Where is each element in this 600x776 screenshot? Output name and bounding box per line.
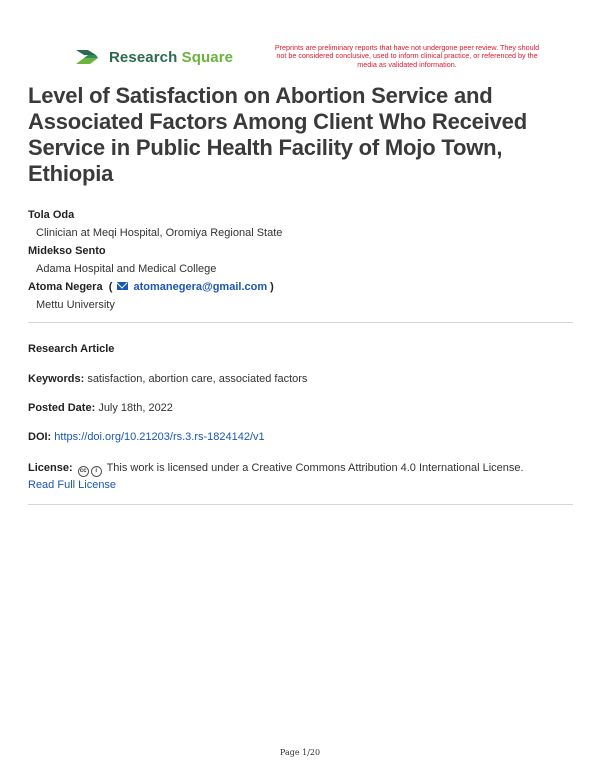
doi-link[interactable]: https://doi.org/10.21203/rs.3.rs-1824142/v1 bbox=[54, 431, 265, 443]
keywords-value: satisfaction, abortion care, associated factors bbox=[87, 373, 308, 385]
author-affiliation: Mettu University bbox=[36, 299, 115, 311]
read-full-license-link[interactable]: Read Full License bbox=[28, 479, 117, 491]
license-label: License: bbox=[28, 462, 73, 474]
doi-label: DOI: bbox=[28, 431, 52, 443]
research-square-logo-icon bbox=[74, 47, 102, 67]
license-text: This work is licensed under a Creative Commons Attribution 4.0 International License. bbox=[106, 462, 524, 474]
paper-title: Level of Satisfaction on Abortion Service and Associated Factors Among Client Who Received Service in Public Health Facility of Mojo Town, Ethiopia bbox=[28, 83, 527, 186]
cc-icon: cc bbox=[78, 466, 89, 477]
author-name: Atoma Negera bbox=[28, 281, 103, 293]
cc-license-icons bbox=[78, 466, 102, 477]
corresponding-author bbox=[28, 278, 573, 296]
article-type-label: Research Article bbox=[28, 343, 115, 355]
doi-row bbox=[28, 431, 573, 443]
research-square-logo[interactable] bbox=[74, 47, 233, 67]
author-email-link[interactable]: atomanegera@gmail.com bbox=[133, 281, 268, 293]
article-type bbox=[28, 343, 573, 355]
author-name: Tola Oda bbox=[28, 209, 75, 221]
preprint-disclaimer: Preprints are preliminary reports that have not undergone peer review. They should not be considered conclusive, used to inform clinical practice, or referenced by the media as validated information. bbox=[274, 43, 540, 69]
section-divider bbox=[28, 322, 573, 323]
author-affiliation: Adama Hospital and Medical College bbox=[36, 263, 217, 275]
posted-date-label: Posted Date: bbox=[28, 402, 96, 414]
keywords-label: Keywords: bbox=[28, 373, 85, 385]
logo-wordmark: Research Square bbox=[109, 48, 234, 66]
posted-date-value: July 18th, 2022 bbox=[98, 402, 173, 414]
by-icon: i bbox=[91, 466, 102, 477]
keywords-row bbox=[28, 373, 573, 385]
author-affiliation: Clinician at Meqi Hospital, Oromiya Regional State bbox=[36, 227, 283, 239]
posted-date-row bbox=[28, 402, 573, 414]
email-open-paren: ( bbox=[105, 281, 113, 293]
envelope-icon bbox=[117, 282, 128, 290]
page-number: Page 1/20 bbox=[279, 748, 321, 757]
author-name: Midekso Sento bbox=[28, 245, 106, 257]
section-divider bbox=[28, 504, 573, 505]
email-close-paren: ) bbox=[270, 281, 274, 293]
author-list bbox=[28, 206, 573, 314]
license-row bbox=[28, 460, 573, 494]
